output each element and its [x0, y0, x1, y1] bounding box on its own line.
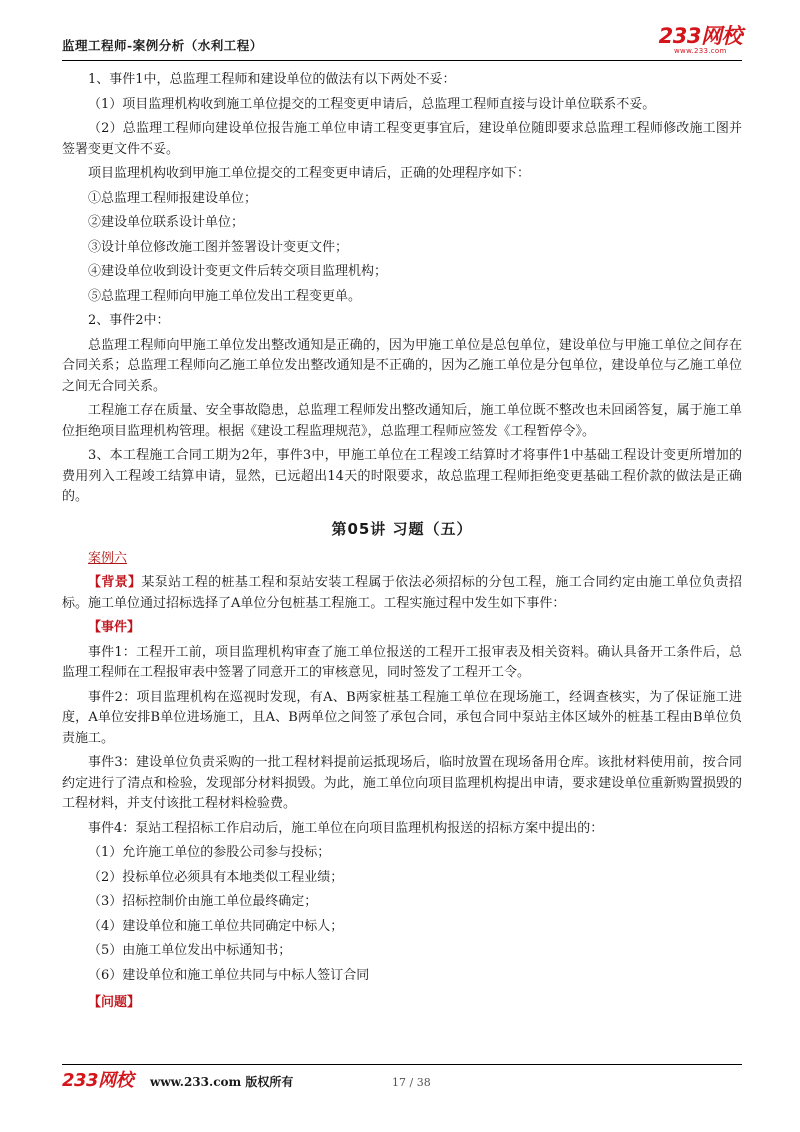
event-paragraph: 事件4：泵站工程招标工作启动后，施工单位在向项目监理机构报送的招标方案中提出的：: [88, 820, 604, 836]
analysis-paragraph: ③设计单位修改施工图并签署设计变更文件；: [88, 239, 349, 255]
page-number: 17 / 38: [392, 1076, 431, 1089]
analysis-paragraph: ⑤总监理工程师向甲施工单位发出工程变更单。: [88, 288, 362, 304]
events-list: [62, 643, 742, 840]
answer-analysis: [62, 70, 742, 508]
event-paragraph: 事件2：项目监理机构在巡视时发现，有A、B两家桩基工程施工单位在现场施工，经调查核实，为了保证施工进度，A单位安排B单位进场施工，且A、B两单位之间签了承包合同，承包合同中泵站主体区域外的桩基工程由B单位负责施工。: [62, 689, 742, 746]
questions-label-line: [62, 993, 742, 1014]
analysis-paragraph: （2）总监理工程师向建设单位报告施工单位申请工程变更事宜后，建设单位随即要求总监理工程师修改施工图并签署变更文件不妥。: [62, 121, 742, 157]
analysis-paragraph: 1、事件1中，总监理工程师和建设单位的做法有以下两处不妥：: [88, 72, 456, 87]
tender-plan-items: [62, 843, 742, 986]
page-header: [62, 26, 742, 64]
event-paragraph: 事件1：工程开工前，项目监理机构审查了施工单位报送的工程开工报审表及相关资料。确认具备开工条件后，总监理工程师在工程报审表中签署了同意开工的审核意见，同时签发了工程开工令。: [62, 644, 742, 680]
analysis-paragraph: 2、事件2中：: [88, 313, 170, 328]
section-heading: 第05讲 习题（五）: [331, 519, 473, 538]
brand-logo-text: 233网校: [658, 24, 742, 48]
event-paragraph: 事件3：建设单位负责采购的一批工程材料提前运抵现场后，临时放置在现场备用仓库。该批材料使用前，按合同约定进行了清点和检验，发现部分材料损毁。为此，施工单位向项目监理机构提出申请，要求建设单位重新购置损毁的工程材料，并支付该批工程材料检验费。: [62, 755, 742, 811]
questions-label: 【问题】: [88, 995, 141, 1010]
background-paragraph: [62, 573, 742, 614]
tender-plan-item: （2）投标单位必须具有本地类似工程业绩；: [88, 869, 344, 885]
page-content: [62, 70, 742, 1014]
analysis-paragraph: 项目监理机构收到甲施工单位提交的工程变更申请后，正确的处理程序如下：: [88, 166, 531, 181]
analysis-paragraph: 工程施工存在质量、安全事故隐患，总监理工程师发出整改通知后，施工单位既不整改也未回函答复，属于施工单位拒绝项目监理机构管理。根据《建设工程监理规范》，总监理工程师应签发《工程暂停令》。: [62, 403, 742, 439]
tender-plan-item: （4）建设单位和施工单位共同确定中标人；: [88, 918, 344, 934]
events-label-line: [62, 618, 742, 639]
tender-plan-item: （3）招标控制价由施工单位最终确定；: [88, 894, 318, 909]
analysis-paragraph: ④建设单位收到设计变更文件后转交项目监理机构；: [88, 264, 388, 279]
analysis-paragraph: （1）项目监理机构收到施工单位提交的工程变更申请后，总监理工程师直接与设计单位联系不妥。: [88, 96, 656, 112]
tender-plan-item: （6）建设单位和施工单位共同与中标人签订合同: [88, 967, 370, 983]
background-text: 某泵站工程的桩基工程和泵站安装工程属于依法必须招标的分包工程，施工合同约定由施工单位负责招标。施工单位通过招标选择了A单位分包桩基工程施工。工程实施过程中发生如下事件：: [62, 575, 742, 611]
analysis-paragraph: 总监理工程师向甲施工单位发出整改通知是正确的，因为甲施工单位是总包单位，建设单位与甲施工单位之间存在合同关系；总监理工程师向乙施工单位发出整改通知是不正确的，因为乙施工单位是分包单位，建设单位与乙施工单位之间无合同关系。: [62, 337, 742, 394]
brand-logo[interactable]: [659, 26, 742, 55]
footer-copyright: www.233.com 版权所有: [150, 1075, 294, 1089]
footer-logo[interactable]: 233网校: [62, 1070, 134, 1091]
tender-plan-item: （1）允许施工单位的参股公司参与投标；: [88, 845, 331, 860]
analysis-paragraph: ②建设单位联系设计单位；: [88, 215, 245, 230]
case-title: 案例六: [88, 550, 128, 566]
analysis-paragraph: ①总监理工程师报建设单位；: [88, 190, 258, 206]
brand-logo-url: www.233.com: [674, 47, 727, 55]
header-divider: [62, 60, 742, 61]
events-label: 【事件】: [88, 620, 141, 635]
footer-divider: [62, 1064, 742, 1065]
document-title: 监理工程师-案例分析（水利工程）: [62, 38, 263, 53]
background-label: 【背景】: [88, 575, 142, 590]
analysis-paragraph: 3、本工程施工合同工期为2年，事件3中，甲施工单位在工程竣工结算时才将事件1中基础工程设计变更所增加的费用列入工程竣工结算申请，显然，已远超出14天的时限要求，故总监理工程师拒绝变更基础工程价款的做法是正确的。: [62, 448, 742, 504]
page-footer: [62, 1070, 742, 1096]
tender-plan-item: （5）由施工单位发出中标通知书；: [88, 943, 292, 958]
